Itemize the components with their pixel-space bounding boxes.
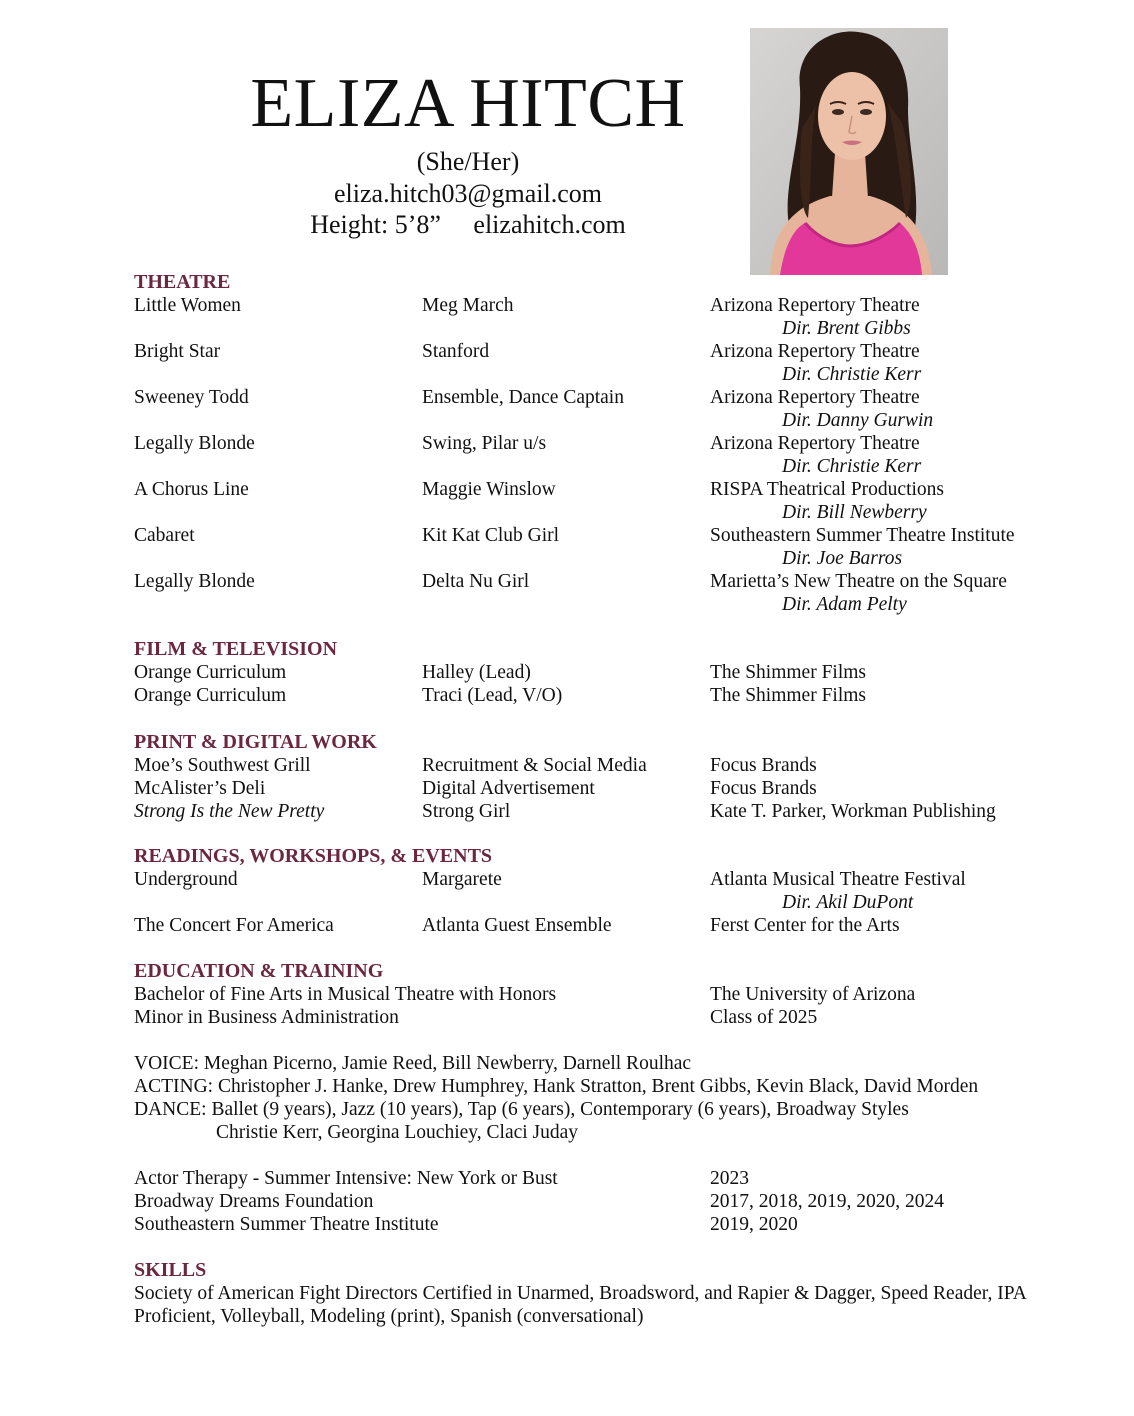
credit-row — [134, 294, 1074, 340]
credit-director: Dir. Joe Barros — [782, 548, 903, 569]
program-row — [134, 1190, 1074, 1213]
degree-row — [134, 983, 1074, 1006]
credit-role: Maggie Winslow — [422, 479, 556, 500]
credit-company: Focus Brands — [710, 778, 817, 799]
credit-role: Strong Girl — [422, 801, 511, 822]
section-title-theatre: THEATRE — [134, 271, 231, 293]
credit-title: Legally Blonde — [134, 571, 255, 592]
credit-role: Swing, Pilar u/s — [422, 433, 547, 454]
section-title-education: EDUCATION & TRAINING — [134, 960, 384, 982]
credit-title: Moe’s Southwest Grill — [134, 755, 311, 776]
program-name: Broadway Dreams Foundation — [134, 1191, 374, 1212]
education-section — [134, 960, 1074, 1236]
credit-role: Digital Advertisement — [422, 778, 595, 799]
credit-company: The Shimmer Films — [710, 685, 866, 706]
credit-title: Legally Blonde — [134, 433, 255, 454]
credit-company: Arizona Repertory Theatre — [710, 295, 920, 316]
voice-teachers: VOICE: Meghan Picerno, Jamie Reed, Bill Newberry, Darnell Roulhac — [134, 1053, 692, 1074]
program-name: Actor Therapy - Summer Intensive: New York or Bust — [134, 1168, 558, 1189]
section-title-skills: SKILLS — [134, 1259, 207, 1281]
program-years: 2019, 2020 — [710, 1214, 798, 1235]
credit-row — [134, 432, 1074, 478]
credit-role: Recruitment & Social Media — [422, 755, 647, 776]
program-years: 2023 — [710, 1168, 749, 1189]
credit-director: Dir. Christie Kerr — [782, 456, 922, 477]
credit-title: A Chorus Line — [134, 479, 249, 500]
credit-row — [134, 478, 1074, 524]
credit-row — [134, 868, 1074, 914]
dance-teachers: Christie Kerr, Georgina Louchiey, Claci Juday — [216, 1122, 579, 1143]
print-section — [134, 731, 1074, 823]
credit-title: Bright Star — [134, 341, 221, 362]
credit-row — [134, 800, 1074, 823]
theatre-section — [134, 271, 1074, 616]
credit-role: Meg March — [422, 295, 514, 316]
credit-director: Dir. Danny Gurwin — [782, 410, 934, 431]
credit-role: Ensemble, Dance Captain — [422, 387, 624, 408]
section-title-film: FILM & TELEVISION — [134, 638, 338, 660]
program-name: Southeastern Summer Theatre Institute — [134, 1214, 439, 1235]
skills-line-1: Society of American Fight Directors Certified in Unarmed, Broadsword, and Rapier & Dagger, Speed Reader, IPA — [134, 1283, 1027, 1304]
credit-director: Dir. Brent Gibbs — [782, 318, 911, 339]
pronouns: (She/Her) — [416, 147, 520, 176]
credit-title: McAlister’s Deli — [134, 778, 266, 799]
credit-role: Kit Kat Club Girl — [422, 525, 560, 546]
headshot-illustration — [750, 28, 948, 275]
credit-title: Orange Curriculum — [134, 662, 287, 683]
headshot-photo — [750, 28, 948, 275]
credit-row — [134, 570, 1074, 616]
credit-row — [134, 340, 1074, 386]
height-and-website: Height: 5’8” elizahitch.com — [310, 210, 626, 239]
credit-director: Dir. Christie Kerr — [782, 364, 922, 385]
credit-company: Kate T. Parker, Workman Publishing — [710, 801, 996, 822]
credit-row — [134, 524, 1074, 570]
degree-school: The University of Arizona — [710, 984, 916, 1005]
credit-title: Underground — [134, 869, 238, 890]
credit-role: Traci (Lead, V/O) — [422, 685, 563, 706]
program-row — [134, 1213, 1074, 1236]
credit-company: Marietta’s New Theatre on the Square — [710, 571, 1007, 592]
minor-row — [134, 1006, 1074, 1029]
credit-company: Southeastern Summer Theatre Institute — [710, 525, 1015, 546]
credit-row — [134, 914, 1074, 937]
credit-title: Orange Curriculum — [134, 685, 287, 706]
email-address: eliza.hitch03@gmail.com — [334, 179, 602, 208]
credit-company: Arizona Repertory Theatre — [710, 387, 920, 408]
acting-teachers: ACTING: Christopher J. Hanke, Drew Humphrey, Hank Stratton, Brent Gibbs, Kevin Black, David Morden — [134, 1076, 979, 1097]
credit-title: The Concert For America — [134, 915, 334, 936]
minor-name: Minor in Business Administration — [134, 1007, 399, 1028]
credit-company: Ferst Center for the Arts — [710, 915, 900, 936]
credit-row — [134, 386, 1074, 432]
credit-company: Arizona Repertory Theatre — [710, 433, 920, 454]
section-title-print: PRINT & DIGITAL WORK — [134, 731, 377, 753]
credit-title: Cabaret — [134, 525, 195, 546]
credit-director: Dir. Bill Newberry — [782, 502, 927, 523]
credit-role: Atlanta Guest Ensemble — [422, 915, 612, 936]
credit-role: Margarete — [422, 869, 502, 890]
film-section — [134, 638, 1074, 707]
program-years: 2017, 2018, 2019, 2020, 2024 — [710, 1191, 944, 1212]
credit-role: Stanford — [422, 341, 490, 362]
program-row — [134, 1167, 1074, 1190]
credit-company: Atlanta Musical Theatre Festival — [710, 869, 966, 890]
credit-title: Sweeney Todd — [134, 387, 249, 408]
skills-line-2: Proficient, Volleyball, Modeling (print), Spanish (conversational) — [134, 1306, 644, 1327]
credit-title: Little Women — [134, 295, 241, 316]
credit-row — [134, 661, 1074, 684]
credit-role: Halley (Lead) — [422, 662, 531, 683]
readings-section — [134, 845, 1074, 937]
section-title-readings: READINGS, WORKSHOPS, & EVENTS — [134, 845, 493, 867]
performer-name: ELIZA HITCH — [250, 65, 686, 142]
credit-row — [134, 684, 1074, 707]
credit-title: Strong Is the New Pretty — [134, 801, 325, 822]
credit-company: RISPA Theatrical Productions — [710, 479, 944, 500]
credit-director: Dir. Akil DuPont — [782, 892, 914, 913]
credit-director: Dir. Adam Pelty — [782, 594, 907, 615]
credit-company: The Shimmer Films — [710, 662, 866, 683]
skills-section — [134, 1259, 1074, 1328]
degree-name: Bachelor of Fine Arts in Musical Theatre with Honors — [134, 984, 557, 1005]
credit-role: Delta Nu Girl — [422, 571, 530, 592]
credit-company: Arizona Repertory Theatre — [710, 341, 920, 362]
credit-row — [134, 777, 1074, 800]
dance-training: DANCE: Ballet (9 years), Jazz (10 years), Tap (6 years), Contemporary (6 years), Broadway Styles — [134, 1099, 909, 1120]
graduation-class: Class of 2025 — [710, 1007, 818, 1028]
credit-row — [134, 754, 1074, 777]
credit-company: Focus Brands — [710, 755, 817, 776]
